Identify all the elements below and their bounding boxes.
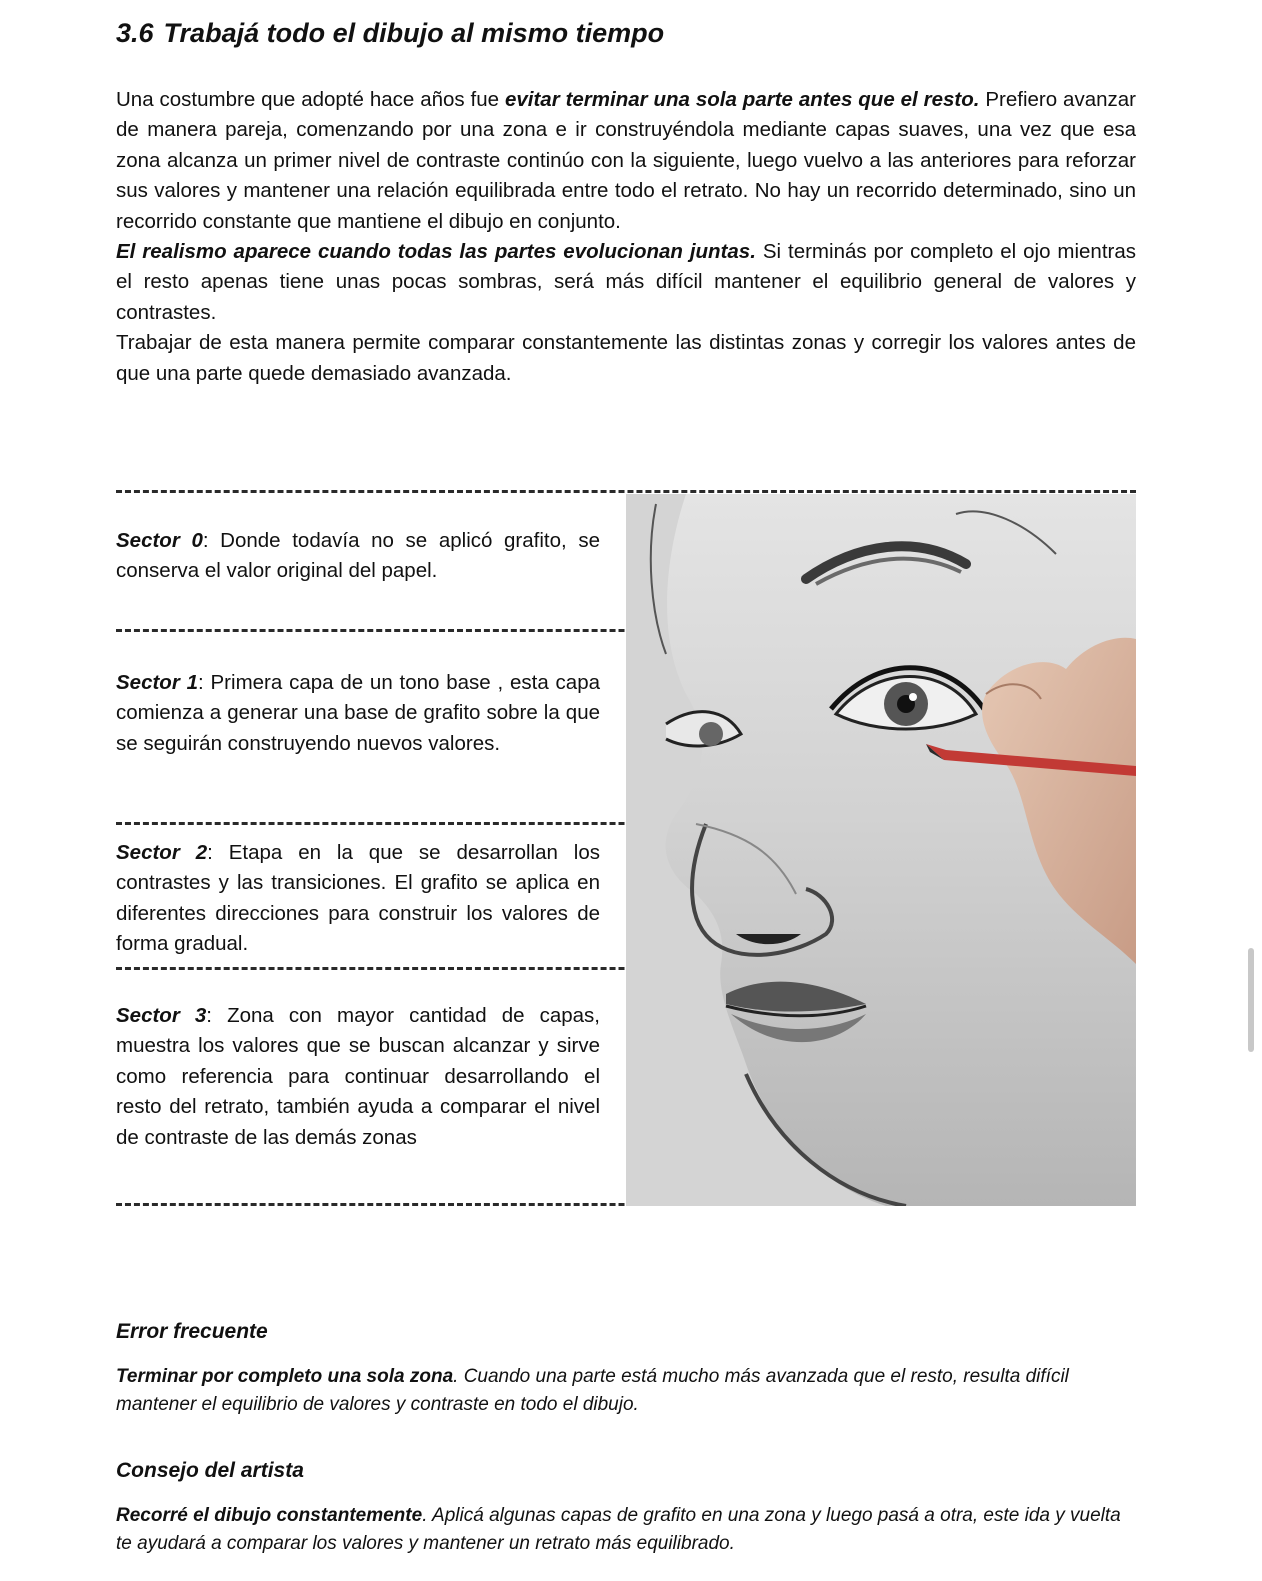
section-title-text: Trabajá todo el dibujo al mismo tiempo	[163, 18, 665, 48]
intro-paragraph-2	[116, 237, 1136, 328]
tip-description: . Aplicá algunas capas de grafito en una zona y luego pasá a otra, este ida y vuelta te ayudará a comparar los valores y mantener un retrato más equilibrado.	[116, 1505, 1121, 1554]
sector-1-label: Sector 1	[116, 671, 199, 694]
intro-p2-rest: Si terminás por completo el ojo mientras el resto apenas tiene unas pocas sombras, será más difícil mantener el equilibrio general de valores y contrastes.	[116, 240, 1137, 324]
portrait-sketch-illustration	[626, 494, 1136, 1206]
intro-paragraph-1	[116, 85, 1136, 237]
error-text	[116, 1363, 1136, 1419]
tip-text	[116, 1502, 1136, 1558]
tip-heading: Consejo del artista	[116, 1459, 304, 1482]
sector-3-label: Sector 3	[116, 1004, 207, 1027]
intro-p1-emphasis: evitar terminar una sola parte antes que el resto.	[504, 88, 980, 111]
error-description: . Cuando una parte está mucho más avanzada que el resto, resulta difícil mantener el equilibrio de valores y contraste en todo el dibujo.	[116, 1366, 1069, 1415]
section-title	[116, 18, 664, 49]
sector-0-label: Sector 0	[116, 529, 203, 552]
scrollbar-thumb[interactable]	[1248, 948, 1254, 1052]
intro-p2-emphasis: El realismo aparece cuando todas las partes evolucionan juntas.	[116, 240, 756, 264]
sector-2-description: : Etapa en la que se desarrollan los contrastes y las transiciones. El grafito se aplica en diferentes direcciones para construir los valores de forma gradual.	[116, 841, 601, 956]
error-strong: Terminar por completo una sola zona	[116, 1366, 454, 1387]
sector-0-text	[116, 526, 600, 587]
sector-2-text	[116, 838, 600, 960]
sector-1-description: : Primera capa de un tono base , esta capa comienza a generar una base de grafito sobre la que se seguirán construyendo nuevos valores.	[116, 671, 600, 755]
portrait-drawing-image	[626, 494, 1136, 1206]
intro-paragraph-3: Trabajar de esta manera permite comparar constantemente las distintas zonas y corregir los valores antes de que una parte quede demasiado avanzada.	[116, 331, 1136, 385]
intro-p1-rest: Prefiero avanzar de manera pareja, comenzando por una zona e ir construyéndola mediante capas suaves, una vez que esa zona alcanza un primer nivel de contraste continúo con la siguiente, luego vuelvo a las anteriores para reforzar sus valores y mantener una relación equilibrada entre todo el retrato. No hay un recorrido determinado, sino un recorrido constante que mantiene el dibujo en conjunto.	[116, 88, 1136, 233]
divider-top	[116, 490, 1136, 493]
sector-0-description: : Donde todavía no se aplicó grafito, se conserva el valor original del papel.	[116, 529, 600, 583]
sector-2-label: Sector 2	[116, 841, 208, 864]
intro-text	[116, 85, 1136, 389]
error-heading: Error frecuente	[116, 1320, 268, 1343]
tip-strong: Recorré el dibujo constantemente	[116, 1505, 423, 1526]
sector-1-text	[116, 668, 600, 759]
intro-p1-start: Una costumbre que adopté hace años fue	[116, 88, 505, 111]
sector-3-text	[116, 1001, 600, 1153]
section-number: 3.6	[116, 18, 154, 48]
sector-3-description: : Zona con mayor cantidad de capas, muestra los valores que se buscan alcanzar y sirve como referencia para continuar desarrollando el resto del retrato, también ayuda a comparar el nivel de contraste de las demás zonas	[116, 1004, 600, 1149]
